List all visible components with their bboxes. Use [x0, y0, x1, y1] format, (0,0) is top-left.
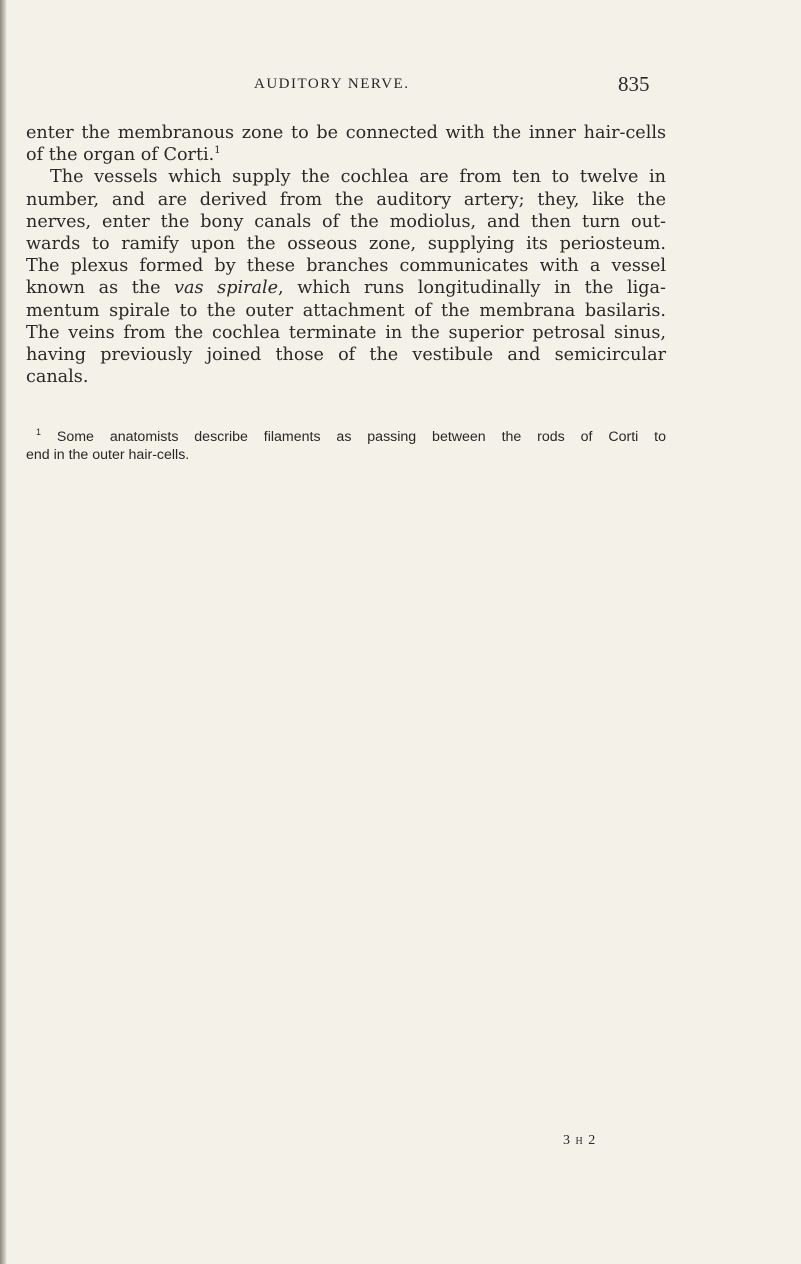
footnote-mark: 1 [36, 427, 42, 438]
footnote-line: end in the outer hair-cells. [26, 447, 190, 463]
footnote-line [26, 428, 666, 446]
footnote-reference: 1 [214, 145, 221, 157]
signature-part: 2 [588, 1133, 597, 1148]
body-text [26, 122, 666, 388]
text-span: , which runs longitudinally in the liga- [278, 278, 666, 299]
text-line [26, 277, 666, 299]
text-line: canals. [26, 367, 89, 388]
text-line: The veins from the cochlea terminate in the superior petrosal sinus, [26, 322, 666, 343]
footnote-text: Some anatomists describe filaments as passing between the rods of Corti to [41, 429, 666, 445]
page-binding-edge [0, 0, 7, 1264]
text-line: mentum spirale to the outer attachment of the membrana basilaris. [26, 300, 666, 321]
text-line: The vessels which supply the cochlea are from ten to twelve in [50, 167, 666, 188]
text-line: enter the membranous zone to be connected with the inner hair-cells [26, 123, 666, 143]
text-line: The plexus formed by these branches communicates with a vessel [26, 256, 666, 277]
signature-part: H [575, 1136, 584, 1147]
running-head: AUDITORY NERVE. [254, 76, 410, 92]
text-line: wards to ramify upon the osseous zone, supplying its periosteum. [26, 234, 666, 255]
text-line: having previously joined those of the vestibule and semicircular [26, 345, 666, 366]
text-line [26, 144, 666, 166]
italic-term: vas spirale [174, 278, 279, 299]
text-line: nerves, enter the bony canals of the modiolus, and then turn out- [26, 211, 666, 232]
signature-part: 3 [563, 1133, 571, 1148]
page-header [0, 72, 801, 102]
text-line: number, and are derived from the auditory artery; they, like the [26, 189, 666, 210]
page-number: 835 [618, 72, 650, 96]
footnote [26, 428, 666, 464]
text-span: of the organ of Corti. [26, 145, 215, 166]
signature-mark [563, 1133, 596, 1149]
text-span: known as the [26, 278, 175, 299]
